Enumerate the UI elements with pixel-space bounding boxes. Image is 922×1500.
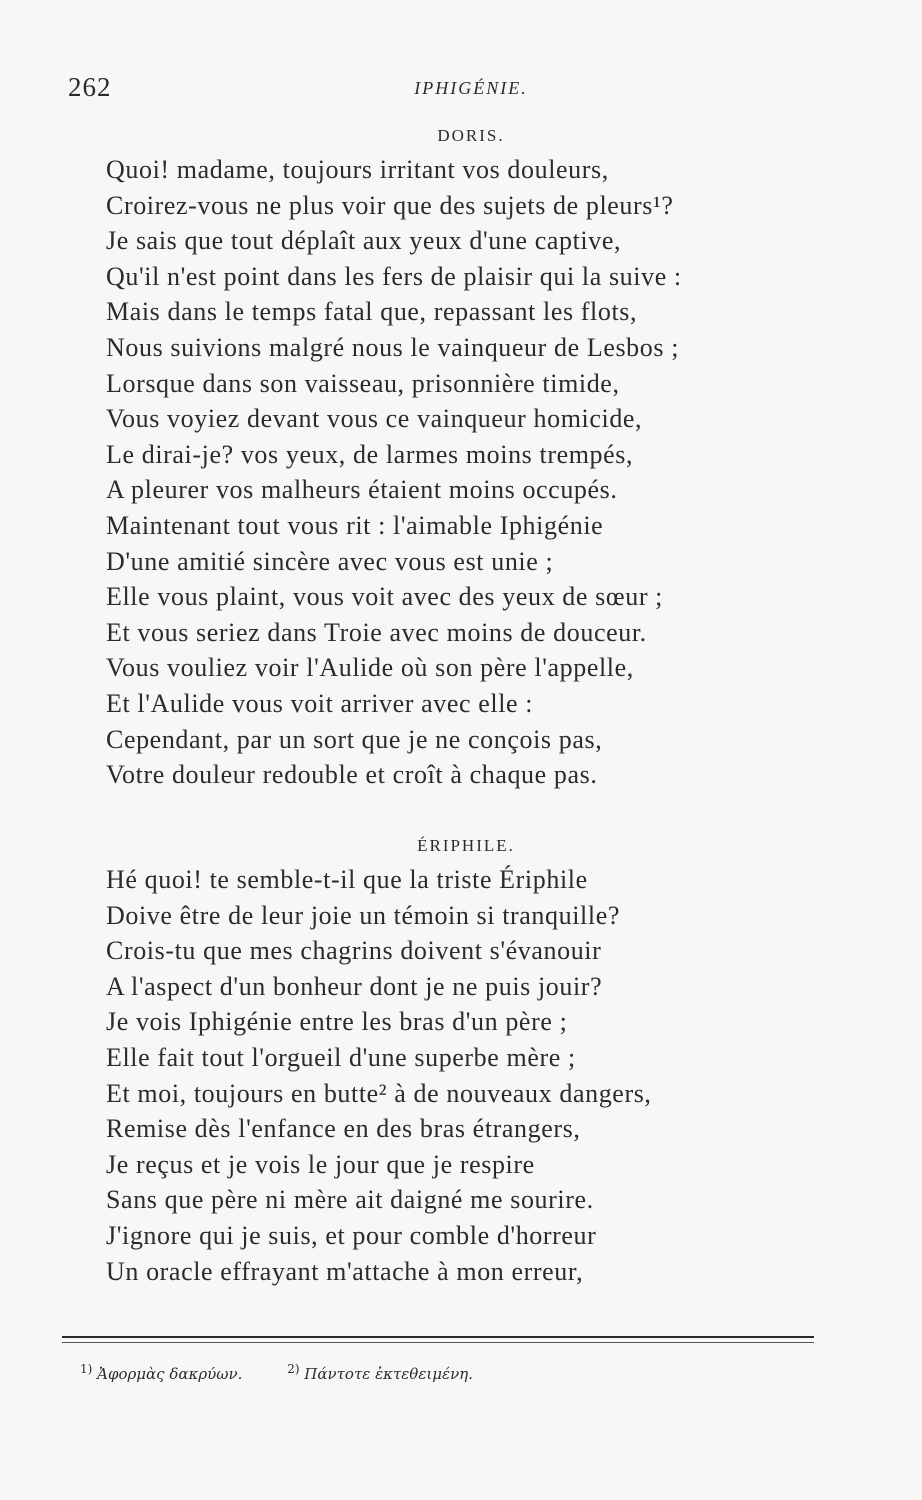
verse-line: Et l'Aulide vous voit arriver avec elle :	[106, 688, 534, 718]
verse-line: Quoi! madame, toujours irritant vos douleurs,	[106, 155, 609, 184]
verse-line: Doive être de leur joie un témoin si tranquille?	[106, 900, 620, 930]
verse-line: Vous voyiez devant vous ce vainqueur homicide,	[106, 404, 643, 434]
verse-line: A l'aspect d'un bonheur dont je ne puis jouir?	[106, 971, 603, 1001]
page-number: 262	[68, 72, 112, 102]
footnote	[80, 1362, 247, 1383]
verse-line: Vous vouliez voir l'Aulide où son père l'appelle,	[106, 653, 634, 683]
verse-block	[106, 152, 826, 793]
footnote	[287, 1362, 473, 1383]
verse-line: Qu'il n'est point dans les fers de plaisir qui la suive :	[106, 261, 682, 291]
verse-line: Remise dès l'enfance en des bras étrangers,	[106, 1114, 581, 1144]
verse-line: Hé quoi! te semble-t-il que la triste Ériphile	[106, 865, 588, 894]
verse-line: Elle fait tout l'orgueil d'une superbe mère ;	[106, 1042, 576, 1072]
verse-line: J'ignore qui je suis, et pour comble d'horreur	[106, 1220, 597, 1250]
verse-line: Je sais que tout déplaît aux yeux d'une captive,	[106, 226, 622, 256]
speaker-name: DORIS.	[437, 126, 505, 145]
verse-line: Et vous seriez dans Troie avec moins de douceur.	[106, 617, 647, 647]
verse-line: Je vois Iphigénie entre les bras d'un père ;	[106, 1007, 568, 1037]
footnote-text: Ἀφορμὰς δακρύων.	[97, 1365, 243, 1383]
verse-line: Crois-tu que mes chagrins doivent s'évanouir	[106, 936, 602, 966]
verse-block	[106, 862, 826, 1289]
footnote-divider	[62, 1336, 814, 1338]
footnote-divider-thin	[62, 1342, 814, 1343]
verse-line: D'une amitié sincère avec vous est unie ;	[106, 546, 554, 576]
verse-line: Je reçus et je vois le jour que je respire	[106, 1149, 535, 1179]
verse-line: Le dirai-je? vos yeux, de larmes moins trempés,	[106, 439, 634, 469]
verse-line: Maintenant tout vous rit : l'aimable Iphigénie	[106, 510, 604, 540]
verse-line: Un oracle effrayant m'attache à mon erreur,	[106, 1256, 584, 1286]
verse-line: Croirez-vous ne plus voir que des sujets de pleurs¹?	[106, 190, 674, 220]
verse-line: Mais dans le temps fatal que, repassant les flots,	[106, 297, 638, 327]
footnotes	[80, 1362, 513, 1383]
verse-line: Elle vous plaint, vous voit avec des yeux de sœur ;	[106, 582, 663, 612]
verse-line: Nous suivions malgré nous le vainqueur de Lesbos ;	[106, 332, 680, 362]
verse-line: Sans que père ni mère ait daigné me sourire.	[106, 1185, 594, 1215]
speaker-name: ÉRIPHILE.	[417, 836, 515, 855]
verse-line: A pleurer vos malheurs étaient moins occupés.	[106, 475, 618, 505]
verse-line: Lorsque dans son vaisseau, prisonnière timide,	[106, 368, 620, 398]
verse-line: Et moi, toujours en butte² à de nouveaux dangers,	[106, 1078, 652, 1108]
verse-line: Cependant, par un sort que je ne conçois pas,	[106, 724, 603, 754]
footnote-mark: 2)	[287, 1362, 300, 1376]
running-head: IPHIGÉNIE.	[414, 78, 528, 98]
verse-line: Votre douleur redouble et croît à chaque pas.	[106, 760, 598, 790]
footnote-mark: 1)	[80, 1362, 93, 1376]
footnote-text: Πάντοτε ἐκτεθειμένη.	[304, 1365, 473, 1383]
